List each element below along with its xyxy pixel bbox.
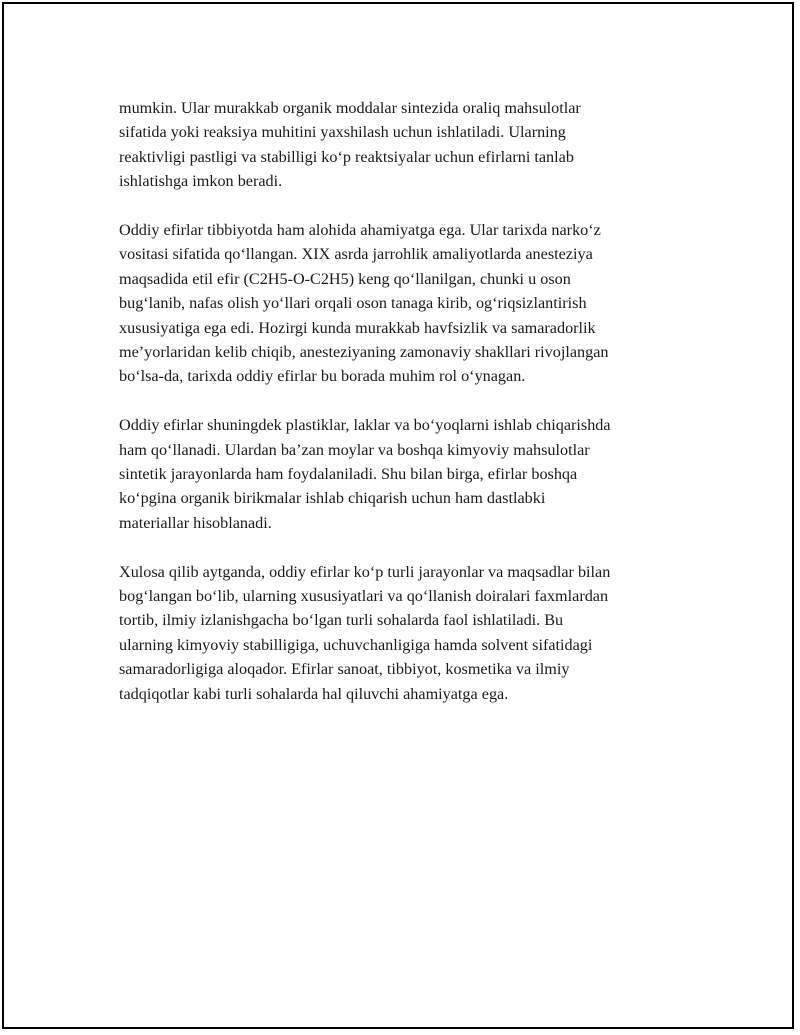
text-line: vositasi sifatida qoʻllangan. XIX asrda jarrohlik amaliyotlarda anesteziya <box>119 245 593 264</box>
text-line: me’yorlaridan kelib chiqib, anesteziyaning zamonaviy shakllari rivojlangan <box>119 343 609 362</box>
text-line: reaktivligi pastligi va stabilligi koʻp reaktsiyalar uchun efirlarni tanlab <box>119 147 574 166</box>
document-page <box>2 2 794 1029</box>
paragraph-4 <box>119 560 699 706</box>
paragraph-3 <box>119 413 699 535</box>
text-line: bugʻlanib, nafas olish yoʻllari orqali oson tanaga kirib, ogʻriqsizlantirish <box>119 294 587 313</box>
text-line: maqsadida etil efir (C2H5-O-C2H5) keng qoʻllanilgan, chunki u oson <box>119 269 571 288</box>
text-line: boʻlsa-da, tarixda oddiy efirlar bu borada muhim rol oʻynagan. <box>119 367 526 386</box>
text-line: xususiyatiga ega edi. Hozirgi kunda murakkab havfsizlik va samaradorlik <box>119 318 596 337</box>
text-line: koʻpgina organik birikmalar ishlab chiqarish uchun ham dastlabki <box>119 489 546 508</box>
paragraph-1 <box>119 96 699 194</box>
text-line: sintetik jarayonlarda ham foydalaniladi. Shu bilan birga, efirlar boshqa <box>119 465 578 484</box>
text-line: samaradorligiga aloqador. Efirlar sanoat, tibbiyot, kosmetika va ilmiy <box>119 660 570 679</box>
text-line: Oddiy efirlar shuningdek plastiklar, laklar va boʻyoqlarni ishlab chiqarishda <box>119 416 611 435</box>
document-body <box>119 96 699 731</box>
text-line: Xulosa qilib aytganda, oddiy efirlar koʻp turli jarayonlar va maqsadlar bilan <box>119 562 611 581</box>
text-line: mumkin. Ular murakkab organik moddalar sintezida oraliq mahsulotlar <box>119 99 581 117</box>
text-line: tadqiqotlar kabi turli sohalarda hal qiluvchi ahamiyatga ega. <box>119 684 509 703</box>
text-line: tortib, ilmiy izlanishgacha boʻlgan turli sohalarda faol ishlatiladi. Bu <box>119 611 564 630</box>
text-line: ularning kimyoviy stabilligiga, uchuvchanligiga hamda solvent sifatidagi <box>119 635 593 654</box>
paragraph-2 <box>119 218 699 389</box>
text-line: sifatida yoki reaksiya muhitini yaxshilash uchun ishlatiladi. Ularning <box>119 123 566 142</box>
text-line: bogʻlangan boʻlib, ularning xususiyatlari va qoʻllanish doiralari faxmlardan <box>119 587 609 606</box>
text-line: ishlatishga imkon beradi. <box>119 172 283 191</box>
text-line: materiallar hisoblanadi. <box>119 513 272 532</box>
text-line: Oddiy efirlar tibbiyotda ham alohida ahamiyatga ega. Ular tarixda narkoʻz <box>119 221 601 240</box>
text-line: ham qoʻllanadi. Ulardan ba’zan moylar va boshqa kimyoviy mahsulotlar <box>119 440 590 459</box>
